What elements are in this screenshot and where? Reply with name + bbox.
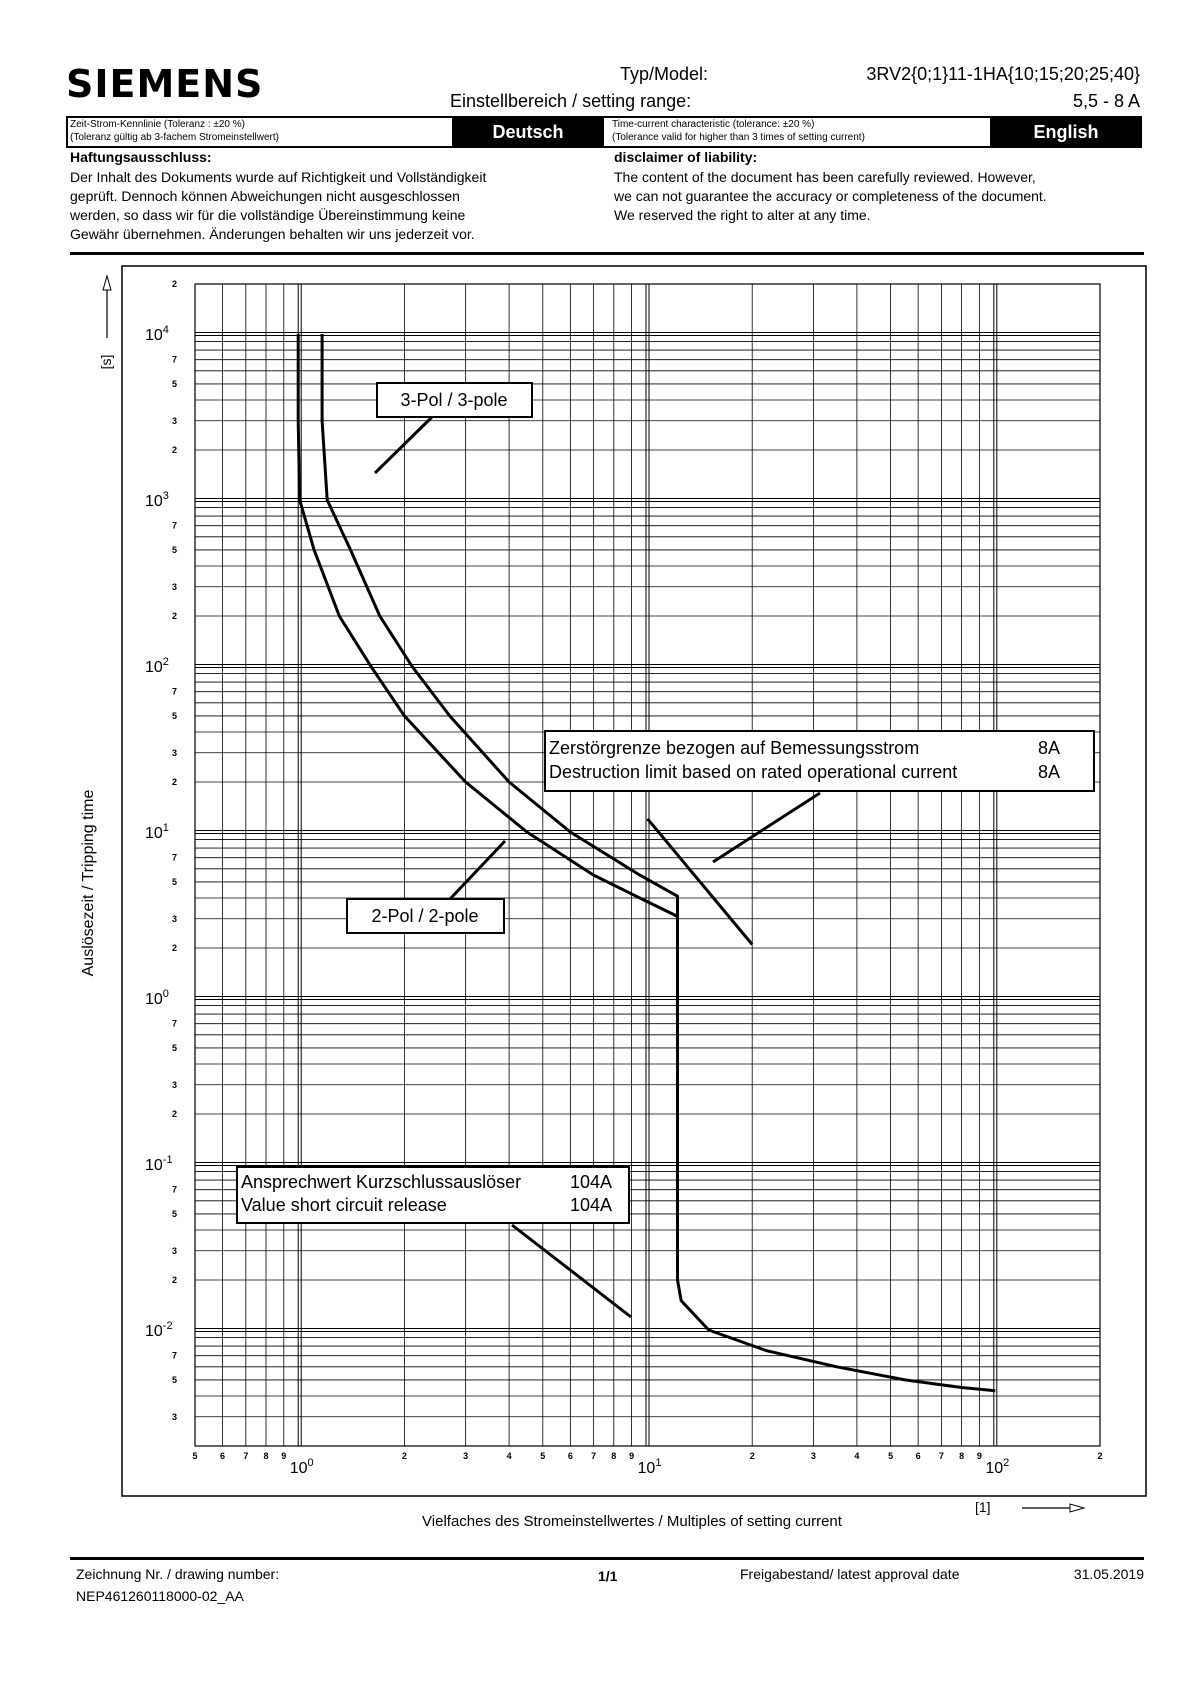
x-tick-label: 4 <box>854 1451 860 1461</box>
disclaimer-title-de: Haftungsausschluss: <box>70 149 212 165</box>
de-characteristic-line2: (Toleranz gültig ab 3-fachem Stromeinstellwert) <box>70 132 279 143</box>
drawing-number-label: Zeichnung Nr. / drawing number: <box>76 1566 280 1582</box>
disclaimer-de-line: werden, so dass wir für die vollständige Übereinstimmung keine <box>70 207 466 223</box>
destruction-limit-value-en: 8A <box>1037 762 1060 782</box>
x-tick-label: 7 <box>938 1451 944 1461</box>
short-circuit-text-de: Ansprechwert Kurzschlussauslöser <box>241 1172 522 1192</box>
chart-ticks <box>145 279 1103 1477</box>
x-decade-label: $10^2$ <box>985 1457 1010 1477</box>
chart-outer-frame <box>122 266 1146 1496</box>
x-tick-label: 9 <box>281 1451 287 1461</box>
x-tick-label: 5 <box>192 1451 198 1461</box>
y-decade-label: $10^1$ <box>145 821 169 842</box>
approval-date-label: Freigabestand/ latest approval date <box>740 1566 960 1582</box>
drawing-number: NEP461260118000-02_AA <box>76 1588 244 1604</box>
x-tick-label: 5 <box>540 1451 546 1461</box>
y-tick-label: 3 <box>171 415 177 426</box>
y-tick-label: 5 <box>171 1374 177 1385</box>
footer-divider <box>70 1557 1144 1560</box>
y-tick-label: 7 <box>171 1350 177 1361</box>
y-tick-label: 2 <box>171 445 177 455</box>
x-tick-label: 3 <box>463 1451 469 1461</box>
x-axis-label: Vielfaches des Stromeinstellwertes / Multiples of setting current <box>422 1513 842 1530</box>
y-tick-label: 5 <box>171 1042 177 1053</box>
x-tick-label: 9 <box>629 1451 635 1461</box>
x-tick-label: 3 <box>810 1451 816 1461</box>
model-value: 3RV2{0;1}11-1HA{10;15;20;25;40} <box>866 64 1140 84</box>
deutsch-label: Deutsch <box>452 116 604 148</box>
three-pole-leader <box>375 417 432 473</box>
x-tick-label: 6 <box>915 1451 921 1461</box>
y-tick-label: 2 <box>171 943 177 953</box>
range-value: 5,5 - 8 A <box>1072 91 1140 111</box>
x-tick-label: 8 <box>611 1451 617 1461</box>
y-decade-label: $10^3$ <box>145 489 169 510</box>
y-tick-label: 5 <box>171 1208 177 1219</box>
disclaimer-de-line: geprüft. Dennoch können Abweichungen nicht ausgeschlossen <box>70 188 460 204</box>
x-tick-label: 8 <box>263 1451 269 1461</box>
y-decade-label: $10^2$ <box>145 655 169 676</box>
plot-area-border <box>195 284 1100 1446</box>
x-tick-label: 6 <box>220 1451 226 1461</box>
en-characteristic-line1: Time-current characteristic (tolerance: ±20 %) <box>612 119 815 130</box>
two-pole-label: 2-Pol / 2-pole <box>371 906 479 926</box>
model-label: Typ/Model: <box>620 64 709 84</box>
short-circuit-leader <box>512 1225 631 1317</box>
en-characteristic-line2: (Tolerance valid for higher than 3 times of setting current) <box>612 132 865 143</box>
short-circuit-text-en: Value short circuit release <box>241 1195 447 1215</box>
y-tick-label: 7 <box>171 852 177 863</box>
y-tick-label: 3 <box>171 1245 177 1256</box>
y-tick-label: 3 <box>171 747 177 758</box>
approval-date: 31.05.2019 <box>1073 1566 1144 1582</box>
x-decade-label: $10^1$ <box>637 1457 662 1477</box>
three-pole-label: 3-Pol / 3-pole <box>400 390 508 410</box>
y-decade-label: $10^0$ <box>145 987 169 1008</box>
y-tick-label: 7 <box>171 354 177 365</box>
disclaimer-en-line: We reserved the right to alter at any time. <box>614 207 871 223</box>
x-tick-label: 6 <box>567 1451 573 1461</box>
english-label: English <box>990 116 1142 148</box>
disclaimer-de-line: Der Inhalt des Dokuments wurde auf Richtigkeit und Vollständigkeit <box>70 169 487 185</box>
y-tick-label: 2 <box>171 777 177 787</box>
y-tick-label: 2 <box>171 279 177 289</box>
y-axis-unit: [s] <box>98 354 114 370</box>
short-circuit-value-de: 104A <box>569 1172 612 1192</box>
page-number: 1/1 <box>598 1568 618 1584</box>
disclaimer-de-line: Gewähr übernehmen. Änderungen behalten wir uns jederzeit vor. <box>70 226 475 242</box>
disclaimer-title-en: disclaimer of liability: <box>614 149 758 165</box>
destruction-limit-value-de: 8A <box>1037 738 1060 758</box>
x-tick-label: 7 <box>591 1451 597 1461</box>
y-tick-label: 5 <box>171 876 177 887</box>
two-pole-leader <box>450 841 505 899</box>
y-tick-label: 3 <box>171 581 177 592</box>
y-tick-label: 2 <box>171 611 177 621</box>
y-decade-label: $10^{-1}$ <box>145 1153 173 1174</box>
x-tick-label: 4 <box>506 1451 512 1461</box>
x-tick-label: 2 <box>749 1451 755 1461</box>
x-tick-label: 5 <box>888 1451 894 1461</box>
y-tick-label: 5 <box>171 710 177 721</box>
x-decade-label: $10^0$ <box>289 1457 314 1477</box>
short-circuit-value-en: 104A <box>569 1195 612 1215</box>
y-tick-label: 7 <box>171 1018 177 1029</box>
destruction-limit-leader <box>713 793 820 862</box>
x-tick-label: 8 <box>959 1451 965 1461</box>
destruction-limit-text-de: Zerstörgrenze bezogen auf Bemessungsstrom <box>549 738 920 758</box>
x-tick-label: 9 <box>976 1451 982 1461</box>
y-axis-arrow-head <box>103 276 111 290</box>
y-tick-label: 7 <box>171 1184 177 1195</box>
range-label: Einstellbereich / setting range: <box>450 91 692 111</box>
y-tick-label: 5 <box>171 378 177 389</box>
x-tick-label: 7 <box>243 1451 249 1461</box>
y-tick-label: 5 <box>171 544 177 555</box>
y-tick-label: 3 <box>171 1079 177 1090</box>
disclaimer-en-line: The content of the document has been carefully reviewed. However, <box>614 169 1036 185</box>
destruction-limit-text-en: Destruction limit based on rated operational current <box>549 762 958 782</box>
x-tick-label: 2 <box>401 1451 407 1461</box>
three-pole-curve <box>322 334 677 916</box>
disclaimer-en-line: we can not guarantee the accuracy or completeness of the document. <box>614 188 1047 204</box>
y-tick-label: 3 <box>171 1411 177 1422</box>
x-tick-label: 2 <box>1097 1451 1103 1461</box>
y-tick-label: 3 <box>171 913 177 924</box>
siemens-logo: SIEMENS <box>66 62 264 106</box>
x-axis-unit: [1] <box>975 1499 991 1515</box>
de-characteristic-line1: Zeit-Strom-Kennlinie (Toleranz : ±20 %) <box>70 119 245 130</box>
y-axis-label: Auslösezeit / Tripping time <box>80 789 97 977</box>
chart-grid <box>195 284 1100 1446</box>
y-tick-label: 2 <box>171 1275 177 1285</box>
y-decade-label: $10^4$ <box>145 323 169 344</box>
y-tick-label: 7 <box>171 686 177 697</box>
y-tick-label: 2 <box>171 1109 177 1119</box>
y-tick-label: 7 <box>171 520 177 531</box>
x-axis-arrow-head <box>1070 1504 1084 1512</box>
y-decade-label: $10^{-2}$ <box>145 1319 173 1340</box>
